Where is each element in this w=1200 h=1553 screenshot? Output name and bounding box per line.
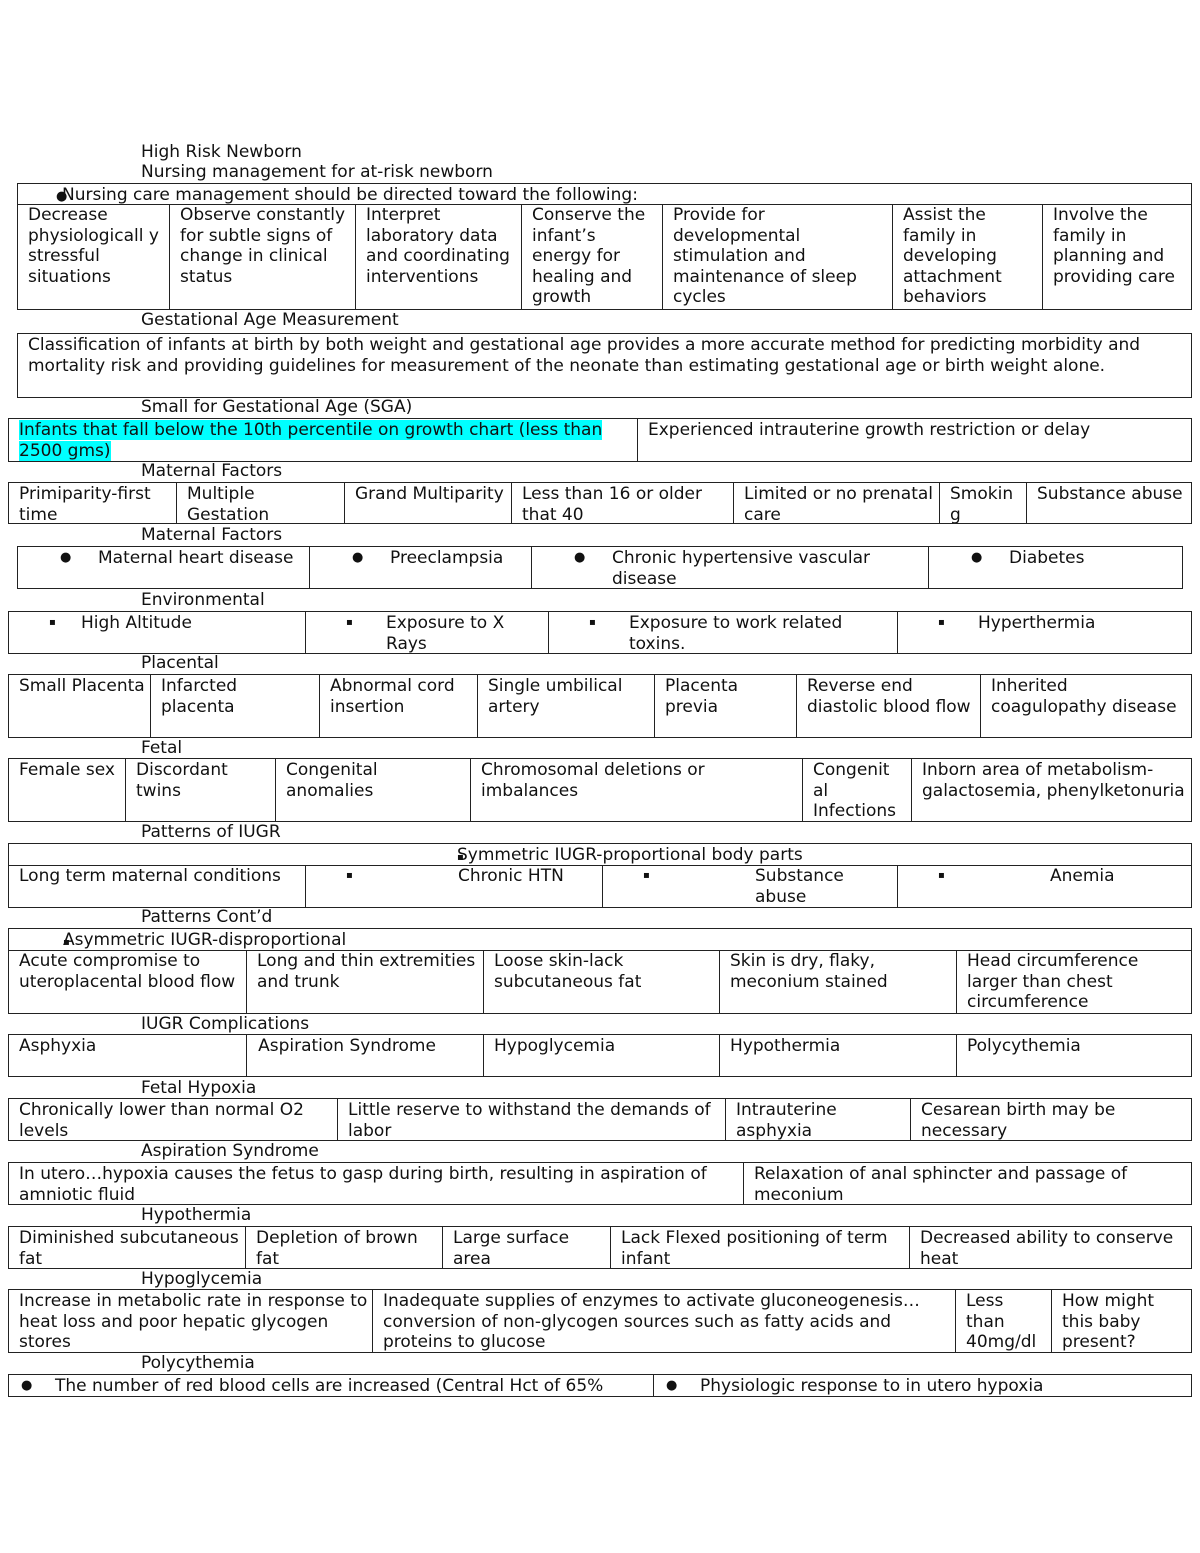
- hypoglycemia-table: [8, 1289, 1192, 1353]
- placental-item: Abnormal cord insertion: [319, 675, 477, 737]
- maternal-factors-table: [8, 482, 1192, 524]
- fetal-table: [8, 758, 1192, 822]
- maternal-condition-item: ● Chronic hypertensive vascular disease: [532, 548, 924, 588]
- section-heading-patterns-iugr: Patterns of IUGR: [141, 822, 281, 842]
- asymmetric-feature-item: Head circumference larger than chest circumference: [956, 950, 1191, 1013]
- section-heading-fetal: Fetal: [141, 738, 183, 758]
- nursing-care-item: Interpret laboratory data and coordinating interventions: [355, 204, 521, 309]
- maternal-factor-item: Less than 16 or older that 40: [511, 483, 733, 523]
- maternal-condition-item: ● Maternal heart disease: [18, 548, 305, 569]
- section-heading-environmental: Environmental: [141, 590, 265, 610]
- fetal-hypoxia-item: Little reserve to withstand the demands of labor: [337, 1099, 725, 1140]
- asymmetric-feature-item: Acute compromise to uteroplacental blood flow: [19, 951, 236, 992]
- maternal-condition-cell: [309, 547, 531, 588]
- hypoglycemia-item: Less than 40mg/dl: [955, 1290, 1051, 1352]
- section-heading-patterns-cont: Patterns Cont’d: [141, 907, 273, 927]
- asymmetric-iugr-row: [8, 928, 1192, 951]
- fetal-item: Inborn area of metabolism- galactosemia, phenylketonuria: [911, 759, 1191, 821]
- fetal-hypoxia-table: [8, 1098, 1192, 1141]
- nursing-care-item: Assist the family in developing attachment behaviors: [892, 204, 1042, 309]
- environmental-table: [8, 611, 1192, 654]
- maternal-condition-cell: [18, 547, 309, 588]
- placental-item: Inherited coagulopathy disease: [980, 675, 1191, 737]
- section-heading-hypothermia: Hypothermia: [141, 1205, 252, 1225]
- sga-table: [8, 418, 1192, 462]
- placental-item: Infarcted placenta: [150, 675, 319, 737]
- fetal-item: Discordant twins: [125, 759, 275, 821]
- iugr-complications-table: [8, 1034, 1192, 1077]
- fetal-item: Chromosomal deletions or imbalances: [470, 759, 802, 821]
- environmental-item: ▪ Hyperthermia: [898, 613, 1187, 634]
- gestational-age-box: [17, 333, 1192, 398]
- complication-cell: [246, 1035, 483, 1076]
- maternal-condition-cell: [928, 547, 1182, 588]
- document-title: High Risk Newborn: [141, 142, 302, 162]
- nursing-care-item: Decrease physiologicall y stressful situations: [28, 205, 159, 287]
- placental-item: Single umbilical artery: [477, 675, 654, 737]
- fetal-hypoxia-item: Cesarean birth may be necessary: [910, 1099, 1191, 1140]
- nursing-care-item: Conserve the infant’s energy for healing and growth: [521, 204, 662, 309]
- nursing-care-item: Involve the family in planning and providing care: [1042, 204, 1193, 309]
- asymmetric-feature-item: Skin is dry, flaky, meconium stained: [719, 950, 956, 1013]
- iugr-pattern-cell: [897, 865, 1191, 907]
- fetal-hypoxia-item: Chronically lower than normal O2 levels: [19, 1100, 304, 1140]
- polycythemia-table: [8, 1374, 1192, 1397]
- section-heading-aspiration-syndrome: Aspiration Syndrome: [141, 1141, 319, 1161]
- environmental-cell: [9, 612, 305, 653]
- section-heading-maternal-factors-2: Maternal Factors: [141, 525, 283, 545]
- iugr-pattern-cell: [602, 865, 897, 907]
- fetal-hypoxia-item: Intrauterine asphyxia: [725, 1099, 910, 1140]
- polycythemia-item: ● The number of red blood cells are increased (Central Hct of 65%: [9, 1376, 649, 1396]
- nursing-care-table: [17, 204, 1192, 310]
- fetal-item: Female sex: [19, 760, 115, 780]
- environmental-item: ▪ Exposure to X Rays: [306, 613, 544, 653]
- environmental-cell: [897, 612, 1191, 653]
- maternal-conditions-table: [17, 546, 1183, 589]
- nursing-care-item: Observe constantly for subtle signs of change in clinical status: [169, 204, 355, 309]
- patterns-iugr-table: [8, 865, 1192, 908]
- hypothermia-item: Diminished subcutaneous fat: [19, 1228, 239, 1268]
- asymmetric-feature-item: Loose skin-lack subcutaneous fat: [483, 950, 719, 1013]
- complication-item: Polycythemia: [956, 1035, 1191, 1076]
- hypothermia-item: Depletion of brown fat: [245, 1227, 442, 1268]
- asymmetric-iugr-text: ▪ Asymmetric IUGR-disproportional: [27, 930, 346, 950]
- document-subtitle: Nursing management for at-risk newborn: [141, 162, 493, 182]
- hypoglycemia-item: How might this baby present?: [1051, 1290, 1191, 1352]
- fetal-item: Congenital anomalies: [275, 759, 470, 821]
- nursing-care-intro-row: [17, 183, 1192, 205]
- complication-item: Asphyxia: [19, 1036, 97, 1056]
- aspiration-syndrome-table: [8, 1162, 1192, 1205]
- symmetric-iugr-text: ▪ Symmetric IUGR-proportional body parts: [421, 845, 803, 865]
- iugr-pattern-cell: [305, 865, 602, 907]
- polycythemia-cell: [9, 1375, 653, 1396]
- fetal-item: Congenit al Infections: [802, 759, 911, 821]
- environmental-cell: [548, 612, 897, 653]
- hypothermia-item: Lack Flexed positioning of term infant: [610, 1227, 909, 1268]
- sga-definition: Infants that fall below the 10th percentile on growth chart (less than 2500 gms): [19, 420, 603, 461]
- sga-definition-cell: [9, 419, 637, 461]
- hypothermia-item: Decreased ability to conserve heat: [909, 1227, 1191, 1268]
- complication-item: Hypoglycemia: [483, 1035, 719, 1076]
- maternal-condition-item: ● Preeclampsia: [310, 548, 527, 569]
- maternal-factor-item: Smokin g: [939, 483, 1026, 523]
- section-heading-gestational-age: Gestational Age Measurement: [141, 310, 399, 330]
- hypothermia-item: Large surface area: [442, 1227, 610, 1268]
- section-heading-iugr-complications: IUGR Complications: [141, 1014, 310, 1034]
- section-heading-polycythemia: Polycythemia: [141, 1353, 255, 1373]
- section-heading-hypoglycemia: Hypoglycemia: [141, 1269, 263, 1289]
- environmental-item: ▪ Exposure to work related toxins.: [549, 613, 893, 653]
- maternal-factor-item: Multiple Gestation: [176, 483, 344, 523]
- nursing-care-item: Provide for developmental stimulation and maintenance of sleep cycles: [662, 204, 892, 309]
- section-heading-placental: Placental: [141, 653, 219, 673]
- iugr-pattern-item: ▪ Substance abuse: [603, 866, 893, 907]
- hypothermia-table: [8, 1226, 1192, 1269]
- placental-table: [8, 674, 1192, 738]
- iugr-pattern-item: ▪ Chronic HTN: [306, 866, 598, 887]
- placental-item: Reverse end diastolic blood flow: [796, 675, 980, 737]
- hypoglycemia-item: Increase in metabolic rate in response to heat loss and poor hepatic glycogen stores: [19, 1291, 368, 1352]
- maternal-factor-item: Grand Multiparity: [344, 483, 511, 523]
- aspiration-item: Relaxation of anal sphincter and passage of meconium: [743, 1163, 1191, 1204]
- maternal-condition-cell: [531, 547, 928, 588]
- environmental-cell: [305, 612, 548, 653]
- patterns-cont-table: [8, 950, 1192, 1014]
- polycythemia-cell: [653, 1375, 1191, 1396]
- maternal-condition-item: ● Diabetes: [929, 548, 1178, 569]
- hypoglycemia-item: Inadequate supplies of enzymes to activate gluconeogenesis…conversion of non-glycogen sources such as fatty acids and proteins to glucose: [372, 1290, 955, 1352]
- placental-item: Placenta previa: [654, 675, 796, 737]
- complication-item: Hypothermia: [719, 1035, 956, 1076]
- sga-note: Experienced intrauterine growth restriction or delay: [637, 419, 1191, 461]
- polycythemia-item: ● Physiologic response to in utero hypoxia: [654, 1376, 1187, 1396]
- section-heading-fetal-hypoxia: Fetal Hypoxia: [141, 1078, 257, 1098]
- aspiration-item: In utero…hypoxia causes the fetus to gasp during birth, resulting in aspiration of amniotic fluid: [19, 1164, 707, 1204]
- maternal-factor-item: Substance abuse: [1026, 483, 1191, 523]
- placental-item: Small Placenta: [19, 676, 145, 696]
- gestational-age-text: Classification of infants at birth by both weight and gestational age provides a more accurate method for predicting morbidity and mortality risk and providing guidelines for measurement of the neonate than estimating gestational age or birth weight alone.: [28, 335, 1141, 376]
- nursing-care-intro: ● Nursing care management should be directed toward the following:: [18, 185, 638, 204]
- maternal-factor-item: Limited or no prenatal care: [733, 483, 939, 523]
- complication-item: Aspiration Syndrome: [258, 1036, 436, 1056]
- asymmetric-feature-item: Long and thin extremities and trunk: [246, 950, 483, 1013]
- maternal-factor-item: Primiparity-first time: [19, 484, 151, 523]
- iugr-pattern-item: ▪ Anemia: [898, 866, 1187, 887]
- iugr-pattern-item: Long term maternal conditions: [19, 866, 281, 886]
- section-heading-sga: Small for Gestational Age (SGA): [141, 397, 413, 417]
- symmetric-iugr-row: [8, 843, 1192, 866]
- section-heading-maternal-factors: Maternal Factors: [141, 461, 283, 481]
- environmental-item: ▪ High Altitude: [9, 613, 301, 634]
